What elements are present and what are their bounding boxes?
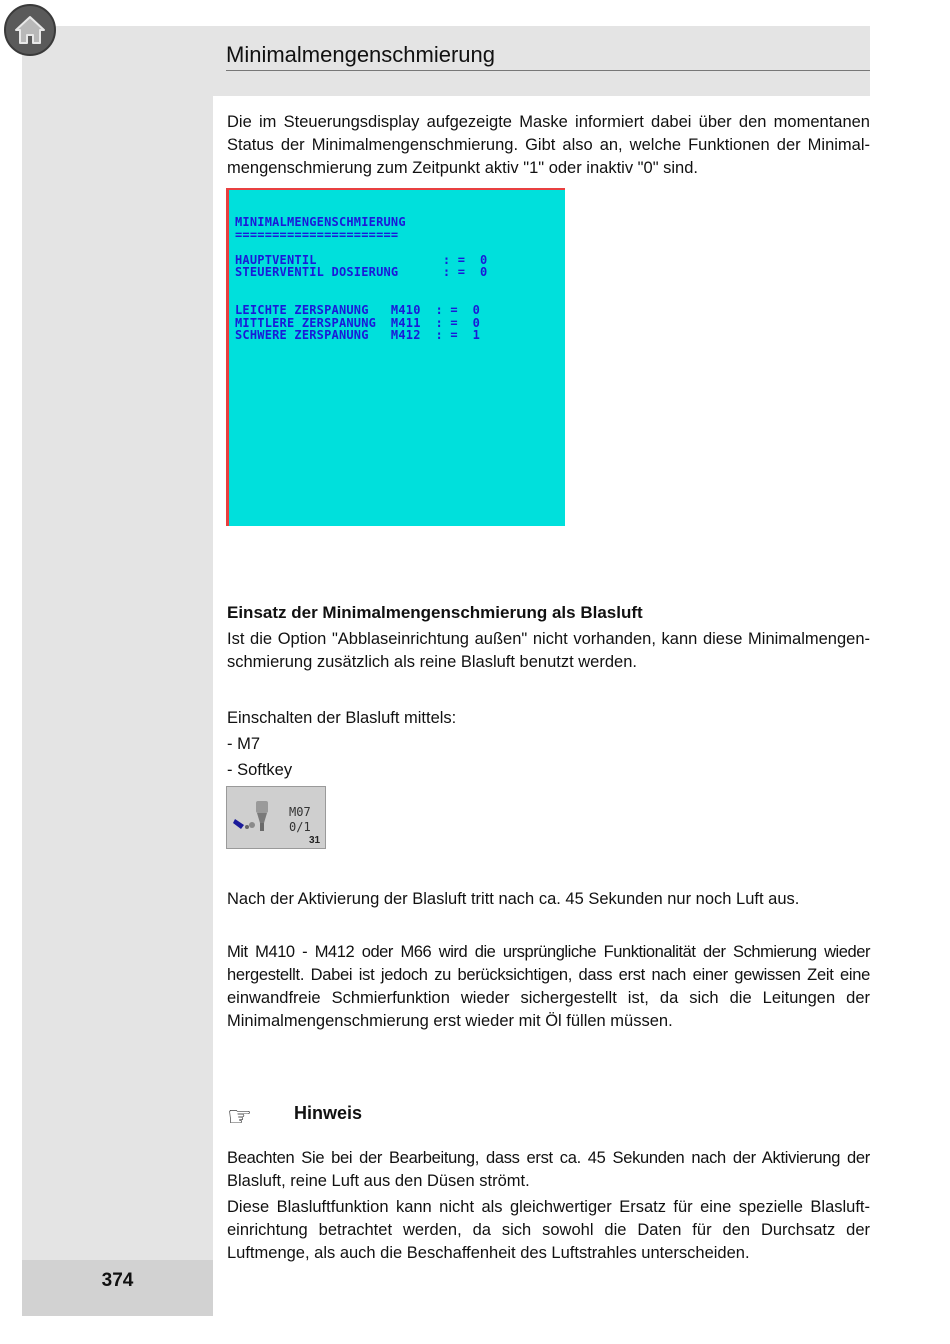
- left-sidebar: [22, 26, 213, 1316]
- air-paragraph: Nach der Aktivierung der Blasluft tritt nach ca. 45 Sekunden nur noch Luft aus.: [227, 890, 800, 908]
- section-paragraph: Ist die Option "Abblaseinrichtung außen" nicht vorhanden, kann diese Minimalmengen- schmierung zusätzlich als reine Blasluft benutzt werden.: [227, 630, 870, 671]
- softkey-label-toggle: 0/1: [289, 820, 311, 834]
- hint-paragraph-2: Diese Blasluftfunktion kann nicht als gleichwertiger Ersatz für eine spezielle Blasluft- einrichtung betrachtet werden, da sich sowohl die Daten für den Durchsatz der Luftmenge, als auch die Beschaffenheit des Luftstrahles unterscheiden.: [227, 1198, 870, 1262]
- activation-list: Einschalten der Blasluft mittels: - M7 - Softkey: [227, 705, 870, 783]
- list-item: - M7: [227, 735, 260, 753]
- list-item: - Softkey: [227, 761, 293, 779]
- home-icon: [13, 13, 47, 47]
- home-button[interactable]: [4, 4, 56, 56]
- control-display-screenshot: [226, 188, 565, 526]
- page-title: Minimalmengenschmierung: [226, 42, 496, 67]
- softkey-label-code: M07: [289, 805, 311, 819]
- page-number: 374: [101, 1270, 134, 1291]
- blowair-softkey[interactable]: [226, 786, 326, 849]
- pointing-hand-icon: ☞: [227, 1101, 253, 1132]
- intro-paragraph: Die im Steuerungsdisplay aufgezeigte Maske informiert dabei über den momentanen Status der Minimalmengenschmierung. Gibt also an, welche Funktionen der Minimal- mengenschmierung zum Zeitpunkt aktiv "1" oder inaktiv "0" sind.: [227, 113, 870, 177]
- softkey-number: 31: [309, 835, 321, 846]
- restore-paragraph: Mit M410 - M412 oder M66 wird die ursprüngliche Funktionalität der Schmierung wieder hergestellt. Dabei ist jedoch zu berücksichtigen, dass erst nach einer gewissen Zeit eine einwandfreie Schmierfunktion wieder sichergestellt ist, da sich die Leitungen der Minimalmengenschmierung erst wieder mit Öl füllen müssen.: [227, 943, 870, 1030]
- hint-title: Hinweis: [294, 1103, 363, 1123]
- control-display-text: MINIMALMENGENSCHMIERUNG ====================== HAUPTVENTIL : = 0 STEUERVENTIL DOSIERUNG : = 0 LEICHTE ZERSPANUNG M410 : = 0 MITTLERE ZERSPANUNG M411 : = 0 SCHWERE ZERSPANUNG M412 : = 1: [235, 215, 488, 343]
- nozzle-icon: [231, 795, 281, 845]
- title-divider: [226, 70, 870, 71]
- section-heading: Einsatz der Minimalmengenschmierung als Blasluft: [227, 603, 643, 622]
- hint-paragraph-1: Beachten Sie bei der Bearbeitung, dass erst ca. 45 Sekunden nach der Aktivierung der Blasluft, reine Luft aus den Düsen strömt.: [227, 1149, 870, 1190]
